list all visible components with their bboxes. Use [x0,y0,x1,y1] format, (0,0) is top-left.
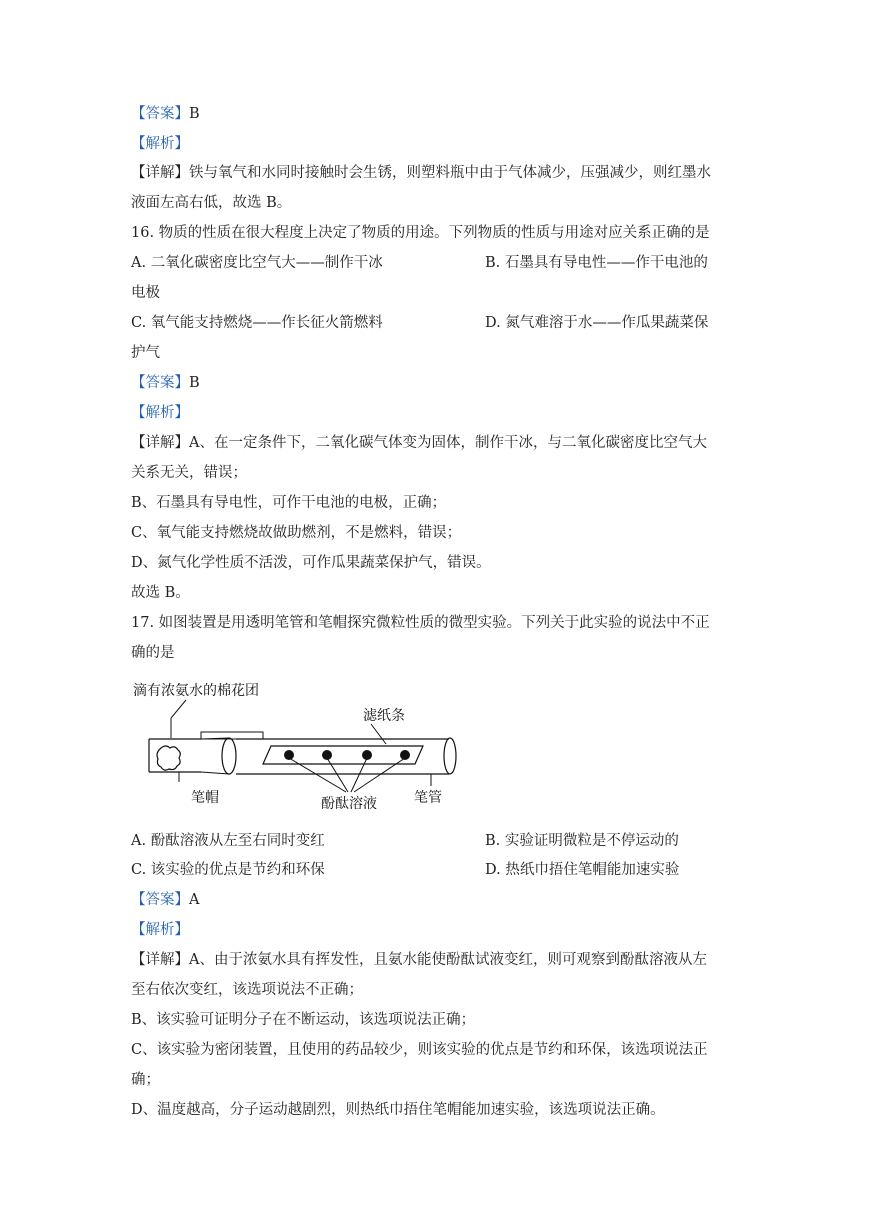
answer-value: B [189,375,200,391]
cap-clip [201,732,263,739]
answer-tag: 【答案】 [131,892,189,908]
answer-tag: 【答案】 [131,375,189,391]
q16-option-d: D. 氮气难溶于水——作瓜果蔬菜保 [485,315,709,331]
tube-end [444,738,456,774]
q16-detail-5: D、氮气化学性质不活泼，可作瓜果蔬菜保护气，错误。 [131,555,491,571]
q16-detail [131,433,707,453]
q17-detail-3: B、该实验可证明分子在不断运动，该选项说法正确； [131,1012,476,1028]
figure-label-paper: 滤纸条 [363,708,405,724]
cap-rim [222,738,236,774]
q17-option-c: C. 该实验的优点是节约和环保 [131,862,325,878]
q17-detail-4: C、该实验为密闭装置，且使用的药品较少，则该实验的优点是节约和环保，该选项说法正 [131,1042,708,1058]
q17-detail [131,950,707,970]
q17-answer [131,890,199,910]
cap-rim-bottom [201,772,229,774]
q15-analysis-tag [131,134,189,154]
figure-label-tube: 笔管 [414,790,442,806]
q17-analysis-tag [131,920,189,940]
q17-detail-6: D、温度越高，分子运动越剧烈，则热纸巾捂住笔帽能加速实验，该选项说法正确。 [131,1102,665,1118]
q15-detail [131,163,711,183]
answer-value: A [189,892,200,908]
analysis-tag: 【解析】 [131,922,189,938]
q16-option-a: A. 二氧化碳密度比空气大——制作干冰 [131,255,383,271]
q17-detail-2: 至右依次变红，该选项说法不正确； [131,982,363,998]
figure-label-cotton: 滴有浓氨水的棉花团 [133,683,259,699]
figure-label-cap: 笔帽 [191,790,219,806]
q17-apparatus-figure [131,678,461,812]
detail-tag: 【详解】 [131,165,189,181]
q16-option-b-cont: 电极 [131,285,160,301]
q16-detail-4: C、氧气能支持燃烧故做助燃剂，不是燃料，错误； [131,525,462,541]
detail-tag: 【详解】 [131,435,189,451]
detail-text: 铁与氧气和水同时接触时会生锈，则塑料瓶中由于气体减少，压强减少，则红墨水 [189,165,711,181]
cotton-leader-line [171,700,186,738]
q16-answer [131,373,200,393]
detail-text: A、在一定条件下，二氧化碳气体变为固体，制作干冰，与二氧化碳密度比空气大 [189,435,707,451]
q17-stem: 17. 如图装置是用透明笔管和笔帽探究微粒性质的微型实验。下列关于此实验的说法中不正 [131,615,710,631]
q16-detail-6: 故选 B。 [131,585,190,601]
analysis-tag: 【解析】 [131,405,189,421]
q17-detail-5: 确； [131,1072,160,1088]
q17-stem-cont: 确的是 [131,645,175,661]
solution-leader-line [354,758,405,792]
q17-option-a: A. 酚酞溶液从左至右同时变红 [131,833,325,849]
q16-option-d-cont: 护气 [131,345,160,361]
analysis-tag: 【解析】 [131,136,189,152]
detail-tag: 【详解】 [131,952,189,968]
q16-option-b: B. 石墨具有导电性——作干电池的 [485,255,708,271]
q16-analysis-tag [131,403,189,423]
q16-detail-3: B、石墨具有导电性，可作干电池的电极，正确； [131,495,447,511]
figure-label-solution: 酚酞溶液 [321,796,377,812]
paper-leader-line [371,724,386,744]
q16-detail-2: 关系无关，错误； [131,465,247,481]
q15-answer [131,104,200,124]
q15-detail-cont: 液面左高右低，故选 B。 [131,195,292,211]
solution-leader-line [351,758,367,792]
answer-value: B [189,106,200,122]
q17-option-d: D. 热纸巾捂住笔帽能加速实验 [485,862,680,878]
q16-stem: 16. 物质的性质在很大程度上决定了物质的用途。下列物质的性质与用途对应关系正确的是 [131,225,710,241]
detail-text: A、由于浓氨水具有挥发性，且氨水能使酚酞试液变红，则可观察到酚酞溶液从左 [189,952,707,968]
answer-tag: 【答案】 [131,106,189,122]
q17-option-b: B. 实验证明微粒是不停运动的 [485,833,679,849]
q16-option-c: C. 氧气能支持燃烧——作长征火箭燃料 [131,315,383,331]
cotton-ball-icon [157,746,180,770]
